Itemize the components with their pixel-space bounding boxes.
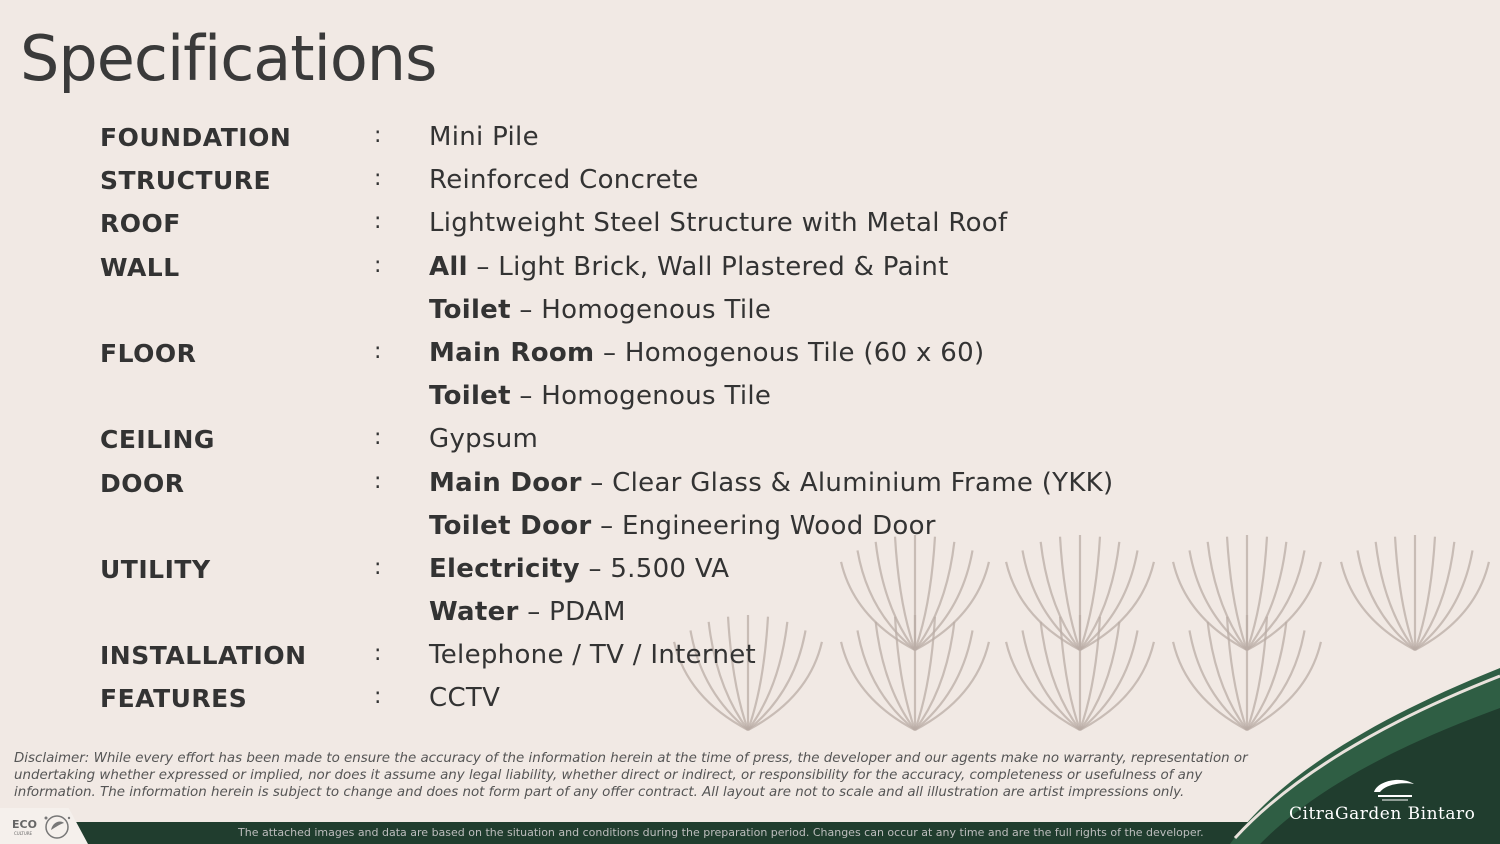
spec-row (100, 377, 1200, 420)
spec-label: UTILITY (100, 554, 211, 584)
spec-value (429, 338, 984, 368)
spec-value (429, 468, 1113, 498)
fan-motif (1341, 535, 1489, 650)
spec-value-text: Telephone / TV / Internet (429, 640, 757, 671)
spec-value (429, 511, 936, 541)
spec-row (100, 507, 1200, 550)
spec-value-text: – Light Brick, Wall Plastered & Paint (467, 251, 949, 282)
specifications-list (100, 118, 1200, 723)
spec-colon: : (374, 166, 382, 192)
spec-value (429, 683, 500, 713)
spec-colon: : (374, 209, 382, 235)
spec-label: DOOR (100, 468, 185, 498)
spec-value-text: Mini Pile (429, 122, 539, 152)
spec-label: ROOF (100, 209, 181, 239)
footer-note: The attached images and data are based on the situation and conditions during the preparation period. Changes can occur at any time and are the full rights of the developer. (238, 826, 1204, 839)
spec-row (100, 464, 1200, 507)
spec-value (429, 597, 626, 627)
spec-colon: : (374, 425, 382, 451)
spec-row (100, 334, 1200, 377)
brand-name: CitraGarden Bintaro (1289, 804, 1476, 824)
spec-value-text: Gypsum (429, 424, 539, 455)
spec-colon: : (374, 123, 382, 148)
spec-value-bold: Toilet (429, 381, 511, 412)
spec-colon: : (374, 338, 382, 364)
spec-value (429, 381, 771, 411)
spec-value-bold: Toilet (429, 294, 511, 325)
spec-row (100, 118, 1200, 161)
spec-label: FEATURES (100, 684, 248, 714)
spec-colon: : (374, 252, 382, 278)
spec-colon: : (374, 641, 382, 667)
spec-value-text: CCTV (429, 683, 501, 714)
spec-value-bold: All (429, 251, 468, 282)
spec-label: WALL (100, 252, 180, 282)
spec-value (429, 165, 699, 195)
spec-row (100, 248, 1200, 291)
spec-value-text: Lightweight Steel Structure with Metal Roof (429, 208, 1008, 239)
spec-value (429, 640, 756, 670)
spec-value-bold: Water (429, 597, 519, 628)
spec-value-bold: Main Room (429, 337, 595, 368)
spec-value (429, 554, 729, 584)
spec-value (429, 424, 538, 454)
spec-value-text: – Engineering Wood Door (591, 510, 936, 541)
spec-label: FLOOR (100, 338, 197, 368)
spec-row (100, 161, 1200, 204)
spec-row (100, 550, 1200, 593)
spec-value-text: Reinforced Concrete (429, 165, 699, 196)
spec-label: FOUNDATION (100, 123, 292, 152)
spec-label: INSTALLATION (100, 641, 307, 671)
spec-value-bold: Toilet Door (429, 510, 592, 541)
spec-value-text: – Homogenous Tile (510, 294, 772, 325)
spec-value-text: – PDAM (518, 597, 626, 628)
spec-value (429, 208, 1007, 238)
eco-leaf-icon (40, 812, 74, 842)
spec-row (100, 420, 1200, 463)
spec-row (100, 204, 1200, 247)
eco-logo-text: ECO (12, 818, 37, 831)
spec-value (429, 122, 539, 152)
spec-value-text: – Homogenous Tile (60 x 60) (594, 337, 985, 368)
eco-logo-subtext: CULTURE (14, 831, 33, 836)
spec-value-text: – 5.500 VA (579, 553, 730, 584)
spec-row (100, 291, 1200, 334)
spec-colon: : (374, 684, 382, 710)
spec-value (429, 252, 949, 282)
spec-colon: : (374, 554, 382, 580)
spec-value-bold: Main Door (429, 467, 582, 498)
spec-row (100, 636, 1200, 679)
spec-value-bold: Electricity (429, 553, 580, 584)
spec-label: CEILING (100, 425, 215, 455)
disclaimer-text: Disclaimer: While every effort has been made to ensure the accuracy of the information herein at the time of press, the developer and our agents make no warranty, representation or undertaking whether expressed or implied, nor does it assume any legal liability, whether direct or indirect, or responsibility for the accuracy, completeness or usefulness of any information. The information herein is subject to change and does not form part of any offer contract. All layout are not to scale and all illustration are artist impressions only. (14, 751, 1248, 800)
spec-value (429, 295, 771, 325)
page-title: Specifications (20, 22, 437, 95)
spec-row (100, 593, 1200, 636)
spec-label: STRUCTURE (100, 166, 272, 196)
spec-value-text: – Homogenous Tile (510, 381, 772, 412)
spec-row (100, 679, 1200, 722)
spec-colon: : (374, 468, 382, 494)
citra-crown-logo-icon (1368, 774, 1422, 804)
spec-value-text: – Clear Glass & Aluminium Frame (YKK) (581, 467, 1114, 498)
